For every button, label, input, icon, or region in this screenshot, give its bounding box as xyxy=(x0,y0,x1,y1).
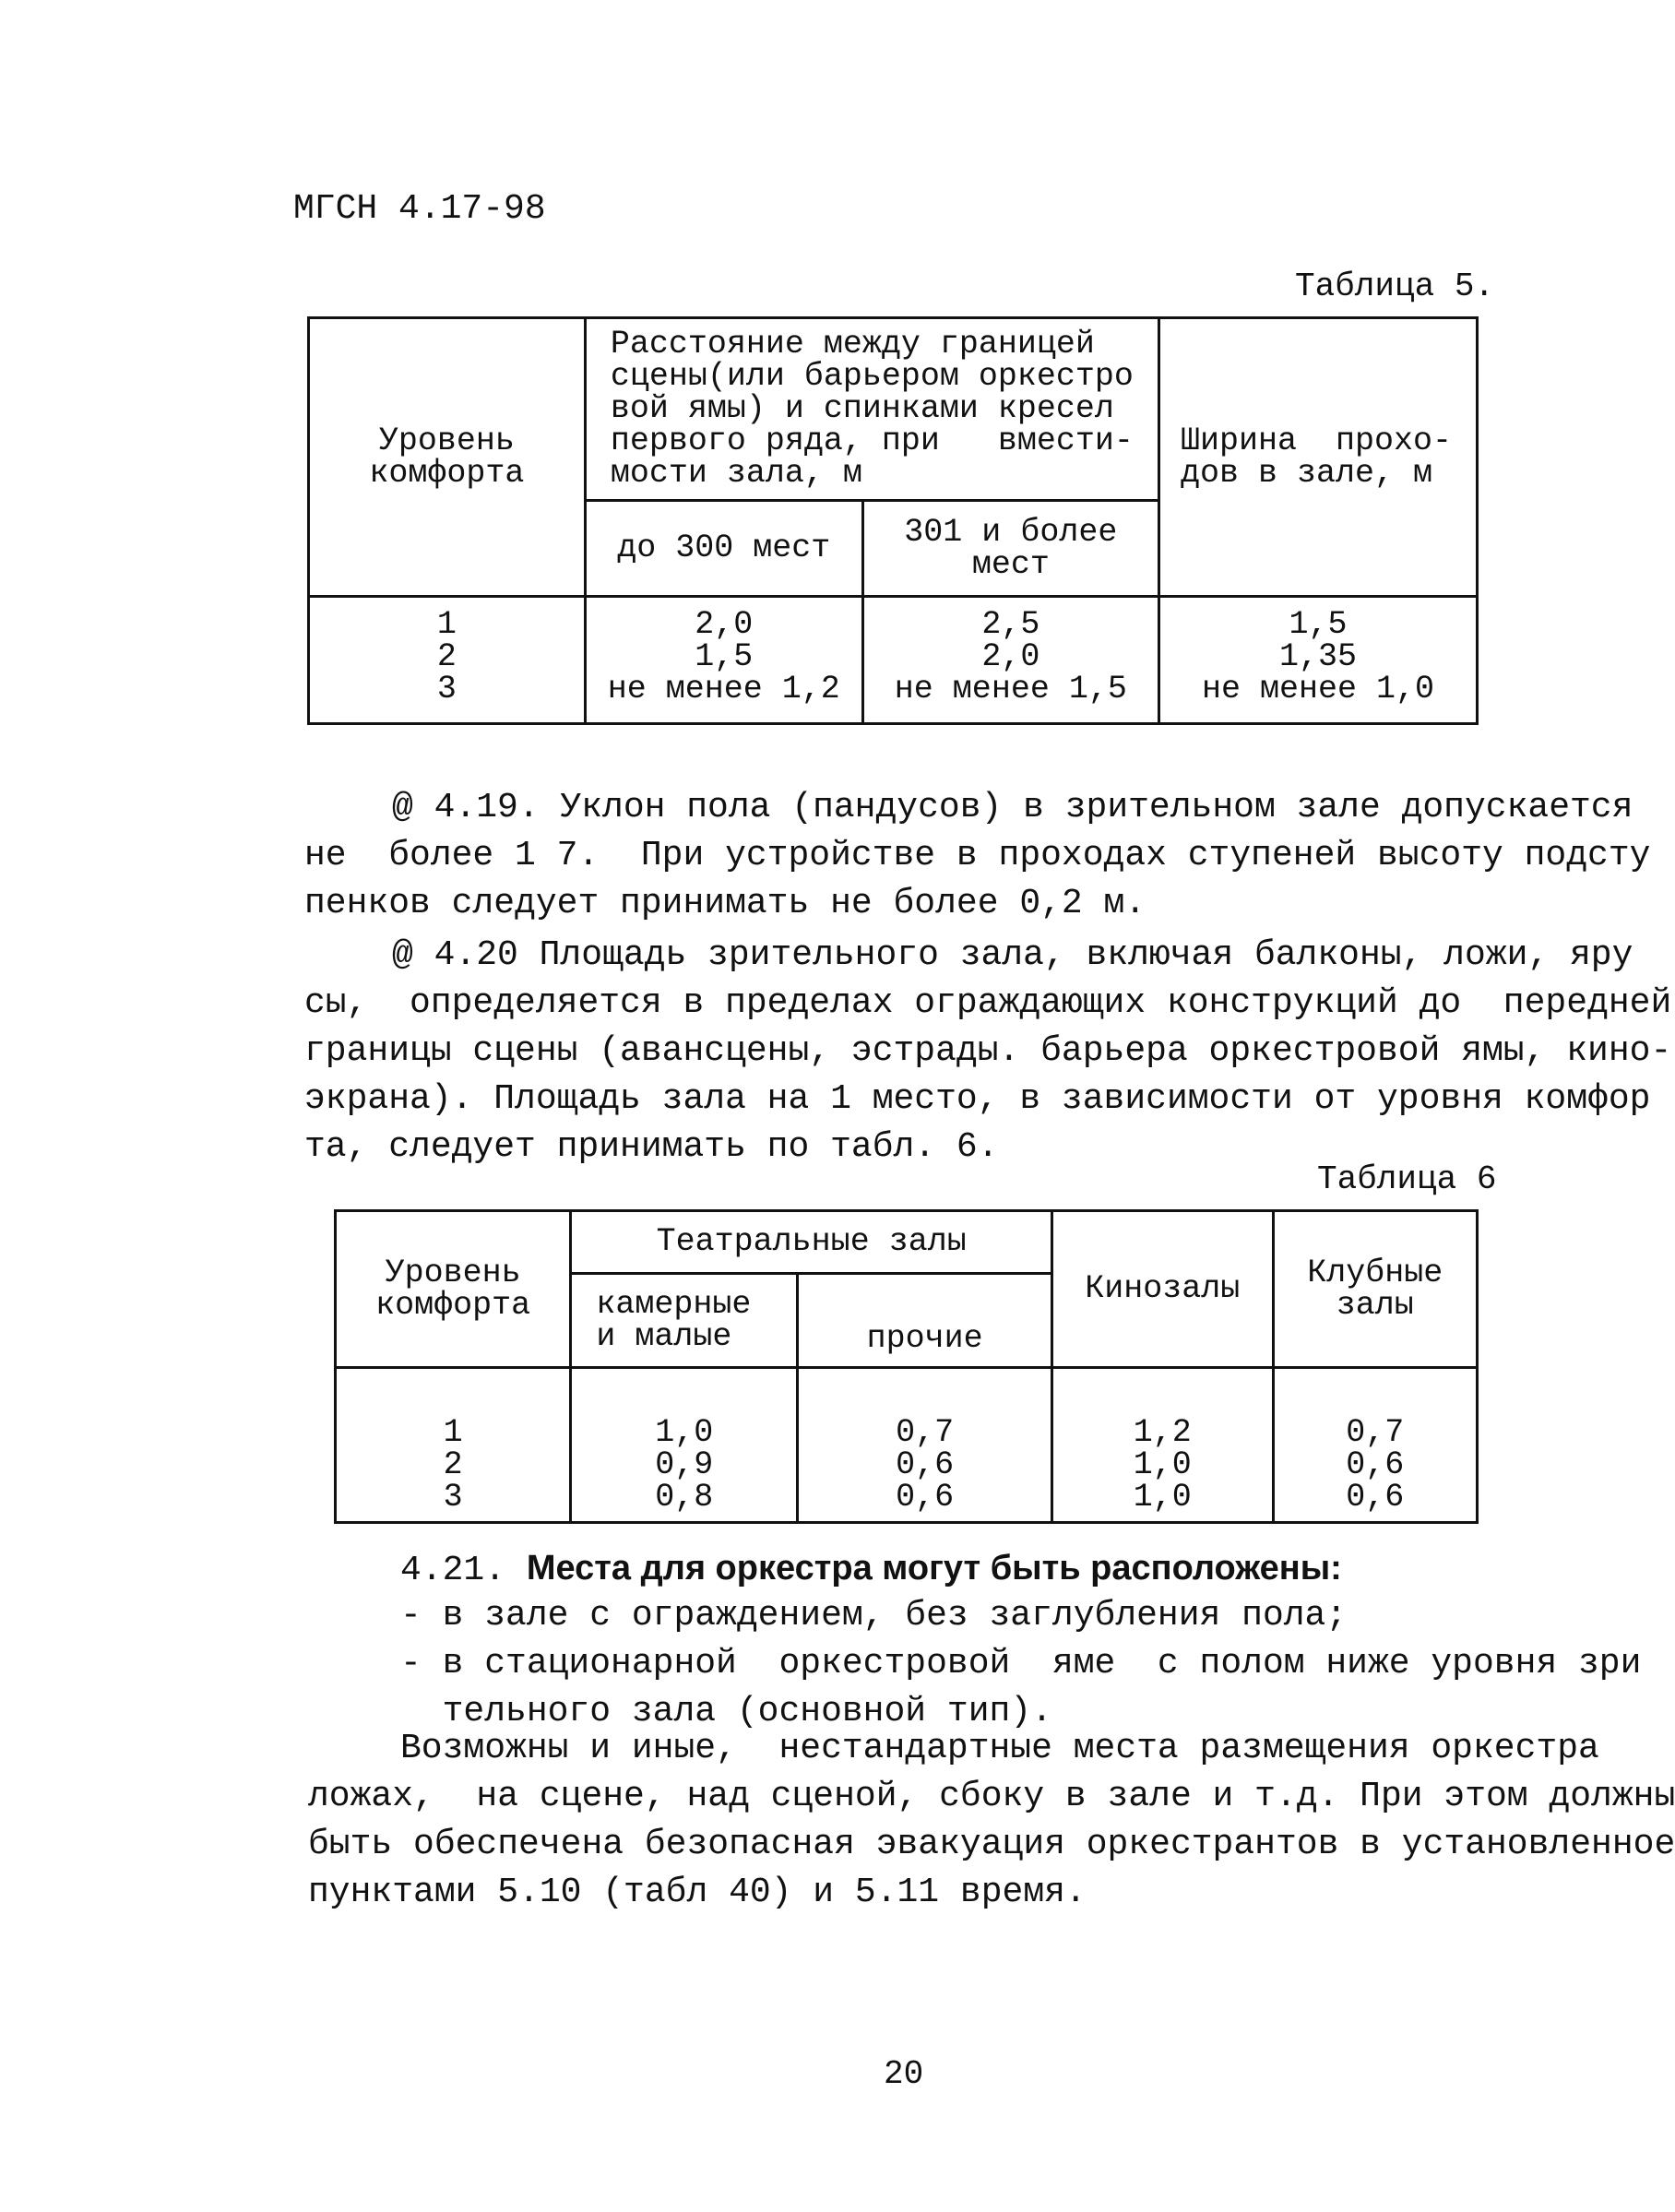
text-line: @ 4.19. Уклон пола (пандусов) в зрительном зале допускается xyxy=(392,788,1633,827)
t6-value: 0,7 xyxy=(1346,1414,1405,1451)
t5-dist-line: первого ряда, при вмести- xyxy=(610,422,1134,459)
t5-value: 2,0 xyxy=(981,638,1040,675)
t6-header-club xyxy=(1273,1211,1478,1368)
t5-header-level: Уровень комфорта xyxy=(309,318,586,597)
t5-value: 1,5 xyxy=(1289,606,1348,643)
text-line: Возможны и иные, нестандартные места размещения оркестра xyxy=(400,1729,1599,1768)
list-item: - в зале с ограждением, без заглубления пола; xyxy=(400,1596,1348,1635)
t6-value: 1,0 xyxy=(1133,1446,1192,1483)
section-number: 4.21. xyxy=(400,1551,506,1590)
t5-value: не менее 1,5 xyxy=(894,671,1127,708)
text-line: экрана). Площадь зала на 1 место, в зависимости от уровня комфор xyxy=(304,1079,1651,1119)
t6-club xyxy=(1273,1368,1478,1523)
text-line: та, следует принимать по табл. 6. xyxy=(304,1127,999,1167)
t5-value: 2,0 xyxy=(695,606,754,643)
t5-dist301 xyxy=(862,597,1158,724)
para-421-heading xyxy=(400,1544,1342,1595)
t5-width-line: Ширина прохо- xyxy=(1180,422,1452,459)
t6-level: 3 xyxy=(443,1479,463,1516)
t6-value: 1,0 xyxy=(655,1414,714,1451)
t5-value: не менее 1,0 xyxy=(1201,671,1434,708)
t6-value: 0,8 xyxy=(655,1479,714,1516)
t5-header-width xyxy=(1158,318,1477,597)
t6-other xyxy=(798,1368,1052,1523)
t6-header-cinema: Кинозалы xyxy=(1052,1211,1273,1368)
t5-level: 2 xyxy=(436,638,457,675)
t5-width-line: дов в зале, м xyxy=(1180,454,1432,492)
t5-sub301-line: 301 и более xyxy=(904,513,1118,551)
t5-value: не менее 1,2 xyxy=(607,671,840,708)
t6-chamber xyxy=(571,1368,798,1523)
t5-dist-line: Расстояние между границей xyxy=(610,326,1095,363)
t6-club-line: Клубные xyxy=(1307,1254,1443,1291)
t5-levels xyxy=(309,597,586,724)
t6-level-line: комфорта xyxy=(375,1286,531,1324)
table-6 xyxy=(334,1209,1479,1524)
t5-value: 1,5 xyxy=(695,638,754,675)
t6-value: 0,6 xyxy=(896,1479,955,1516)
t6-value: 0,6 xyxy=(1346,1479,1405,1516)
t6-chamber-line: камерные xyxy=(596,1285,752,1323)
t6-chamber-line: и малые xyxy=(596,1317,732,1355)
t5-sub-301 xyxy=(862,501,1158,597)
t5-level: 1 xyxy=(436,606,457,643)
text-line: пенков следует принимать не более 0,2 м. xyxy=(304,884,1146,923)
t5-width xyxy=(1158,597,1477,724)
t6-value: 1,0 xyxy=(1133,1479,1192,1516)
document-header: МГСН 4.17-98 xyxy=(293,189,546,229)
t6-level: 1 xyxy=(443,1414,463,1451)
t6-value: 0,6 xyxy=(1346,1446,1405,1483)
table6-caption: Таблица 6 xyxy=(1317,1160,1497,1198)
t5-dist-line: вой ямы) и спинками кресел xyxy=(610,390,1114,427)
t6-header-theatre: Театральные залы xyxy=(571,1211,1052,1274)
t6-value: 1,2 xyxy=(1133,1414,1192,1451)
t6-level: 2 xyxy=(443,1446,463,1483)
t6-levels xyxy=(336,1368,571,1523)
t6-sub-other: прочие xyxy=(798,1274,1052,1368)
t5-value: 1,35 xyxy=(1278,638,1357,675)
section-title: Места для оркестра могут быть расположены: xyxy=(526,1549,1342,1588)
text-line: сы, определяется в пределах ограждающих конструкций до передней xyxy=(304,983,1672,1023)
text-line: быть обеспечена безопасная эвакуация оркестрантов в установленное xyxy=(308,1825,1675,1864)
text-line: границы сцены (авансцены, эстрады. барьера оркестровой ямы, кино- xyxy=(304,1031,1672,1071)
t6-level-line: Уровень xyxy=(385,1254,521,1291)
t5-dist-line: сцены(или барьером оркестро xyxy=(610,358,1134,395)
text-line: не более 1 7. При устройстве в проходах ступеней высоту подсту xyxy=(304,836,1651,875)
t6-value: 0,9 xyxy=(655,1446,714,1483)
t5-dist300 xyxy=(585,597,862,724)
table5-caption: Таблица 5. xyxy=(1295,268,1495,305)
table-5 xyxy=(307,316,1479,725)
text-line: пунктами 5.10 (табл 40) и 5.11 время. xyxy=(308,1873,1087,1912)
page-number: 20 xyxy=(884,2055,924,2093)
t6-value: 0,6 xyxy=(896,1446,955,1483)
t5-header-distance xyxy=(585,318,1158,501)
t5-sub301-line: мест xyxy=(971,545,1050,583)
t5-dist-line: мости зала, м xyxy=(610,455,862,492)
t5-level: 3 xyxy=(436,671,457,708)
t6-sub-chamber xyxy=(571,1274,798,1368)
t6-value: 0,7 xyxy=(896,1414,955,1451)
text-line: @ 4.20 Площадь зрительного зала, включая балконы, ложи, яру xyxy=(392,935,1633,975)
t5-value: 2,5 xyxy=(981,606,1040,643)
t6-club-line: залы xyxy=(1336,1286,1414,1324)
text-line: ложах, на сцене, над сценой, сбоку в зале и т.д. При этом должны xyxy=(308,1777,1675,1816)
t6-header-level xyxy=(336,1211,571,1368)
t5-sub-300: до 300 мест xyxy=(585,501,862,597)
t6-cinema xyxy=(1052,1368,1273,1523)
list-item: - в стационарной оркестровой яме с полом ниже уровня зри xyxy=(400,1644,1642,1683)
list-item: тельного зала (основной тип). xyxy=(400,1692,1052,1731)
